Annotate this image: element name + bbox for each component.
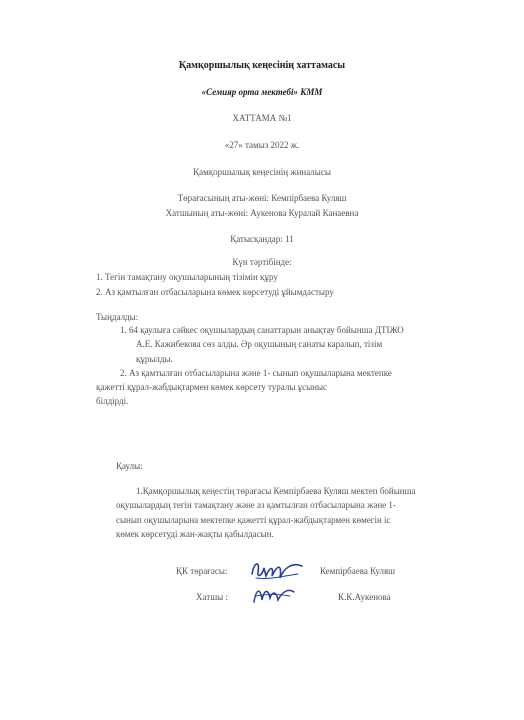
secretary-signature bbox=[250, 582, 298, 608]
heard-item-2-line-3: білдірді. bbox=[96, 396, 129, 406]
agenda-item-2: 2. Аз қамтылған отбасыларына көмек көрсетуді ұйымдастыру bbox=[96, 287, 334, 297]
agenda-item-1: 1. Тегін тамақтану оқушыларының тізімін құру bbox=[96, 272, 278, 282]
protocol-date: «27» тамыз 2022 ж. bbox=[224, 140, 300, 150]
decision-heading: Қаулы: bbox=[116, 461, 143, 471]
heard-item-2-line-2: қажетті құрал-жабдықтармен көмек көрсету туралы ұсыныс bbox=[96, 382, 328, 392]
agenda-heading: Күн тәртібінде: bbox=[232, 257, 292, 267]
decision-line-3: сынып оқушыларына мектепке қажетті құрал-жабдықтармен көмегін іс bbox=[116, 515, 391, 525]
heard-item-1-line-3: құрылды. bbox=[136, 354, 173, 364]
secretary-signature-label: Хатшы : bbox=[196, 592, 228, 602]
chair-signature-name: Кемпірбаева Куляш bbox=[320, 566, 396, 576]
decision-line-1: 1.Қамқоршылық кеңестің төрағасы Кемпірбаева Куляш мектеп бойынша bbox=[136, 486, 416, 496]
secretary-signature-name: К.К.Аукенова bbox=[338, 592, 391, 602]
chair-signature-label: ҚК төрағасы: bbox=[176, 566, 228, 576]
secretary-line: Хатшының аты-жөні: Аукенова Куралай Канаевна bbox=[165, 208, 359, 218]
attendees-count: Қатысқандар: 11 bbox=[230, 234, 294, 244]
decision-line-2: оқушылардың тегін тамақтану және аз қамтылған отбасыларына және 1- bbox=[116, 500, 396, 510]
decision-line-4: көмек көрсетуді жан-жақты қабылдасын. bbox=[116, 529, 274, 539]
heard-item-1-line-2: А.Е. Кажибекова сөз алды. Әр оқушының санаты каралып, тізім bbox=[136, 339, 383, 349]
heard-item-2-line-1: 2. Аз қамтылған отбасыларына және 1- сынып оқушыларына мектепке bbox=[120, 368, 392, 378]
document-title: Қамқоршылық кеңесінің хаттамасы bbox=[178, 60, 346, 71]
organization-name: «Семияр орта мектебі» КММ bbox=[201, 87, 323, 97]
heard-heading: Тыңдалды: bbox=[96, 312, 139, 322]
chair-line: Төрағасының аты-жөні: Кемпірбаева Куляш bbox=[177, 193, 347, 203]
protocol-number: ХАТТАМА №1 bbox=[232, 113, 292, 123]
heard-item-1-line-1: 1. 64 қаулыға сәйкес оқушылардың санаттарын анықтау бойынша ДТІЖО bbox=[120, 325, 404, 335]
chair-signature bbox=[248, 556, 306, 584]
meeting-title: Қамқоршылық кеңесінің жиналысы bbox=[193, 167, 331, 177]
